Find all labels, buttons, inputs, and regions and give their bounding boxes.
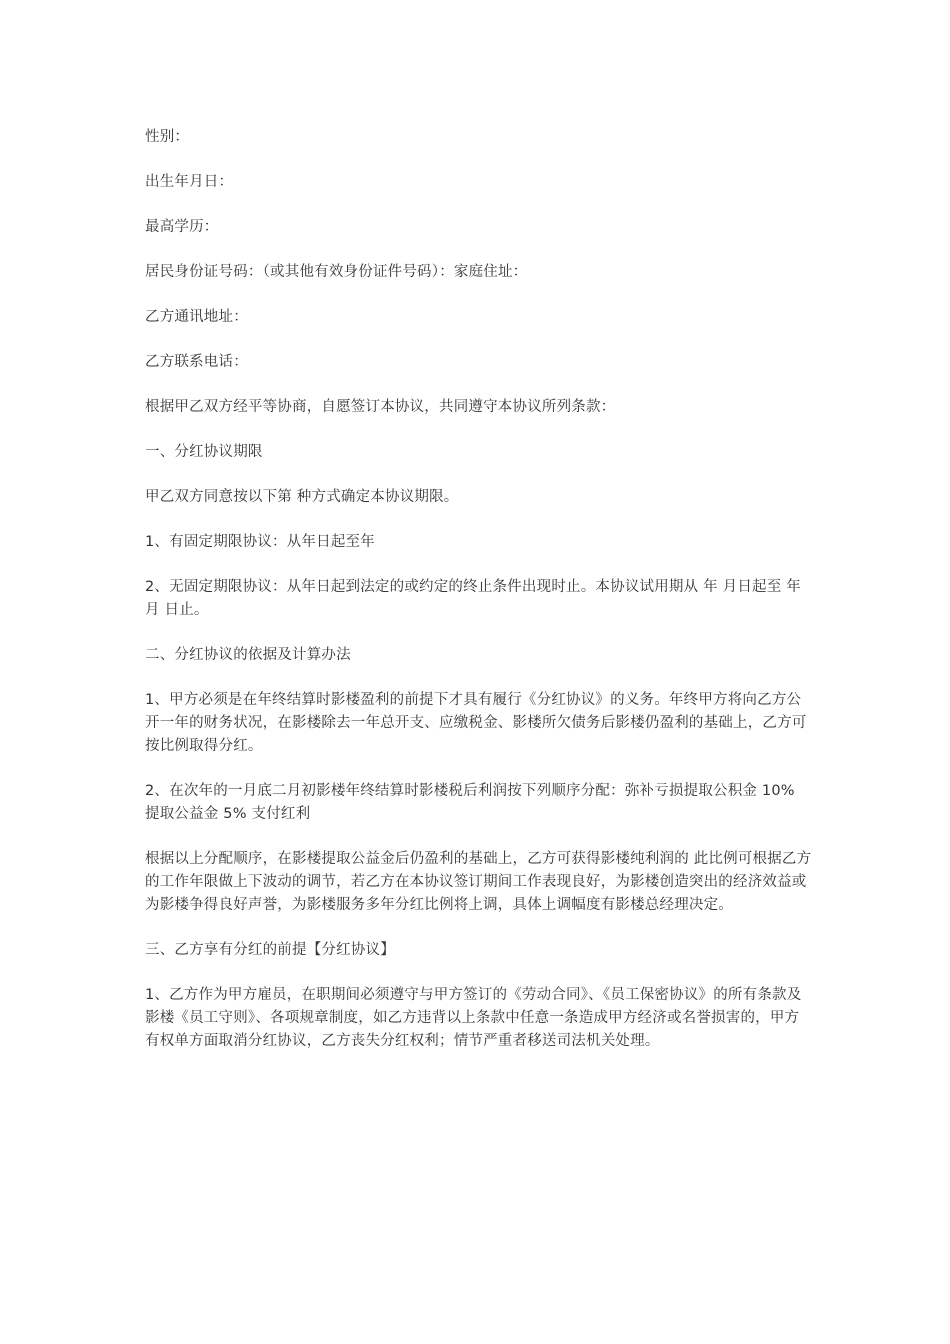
clause-2-2: 2、在次年的一月底二月初影楼年终结算时影楼税后利润按下列顺序分配：弥补亏损提取公积金 10% 提取公益金 5% 支付红利 bbox=[145, 783, 795, 822]
section-heading-3: 三、乙方享有分红的前提【分红协议】 bbox=[145, 942, 395, 958]
clause-1-1: 1、有固定期限协议：从年日起至年 bbox=[145, 534, 375, 550]
preamble: 根据甲乙双方经平等协商，自愿签订本协议，共同遵守本协议所列条款： bbox=[145, 399, 616, 415]
field-gender: 性别： bbox=[145, 129, 190, 145]
paragraph: 根据以上分配顺序，在影楼提取公益金后仍盈利的基础上，乙方可获得影楼纯利润的 此比例可根据乙方的工作年限做上下波动的调节，若乙方在本协议签订期间工作表现良好，为影楼创造突出的经济效益或为影楼争得良好声誉，为影楼服务多年分红比例将上调，具体上调幅度有影楼总经理决定。 bbox=[145, 851, 812, 913]
paragraph: 甲乙双方同意按以下第 种方式确定本协议期限。 bbox=[145, 489, 459, 505]
clause-1-2: 2、无固定期限协议：从年日起到法定的或约定的终止条件出现时止。本协议试用期从 年 月日起至 年 月 日止。 bbox=[145, 579, 801, 618]
field-party-b-phone: 乙方联系电话： bbox=[145, 354, 248, 370]
clause-3-1: 1、乙方作为甲方雇员，在职期间必须遵守与甲方签订的《劳动合同》、《员工保密协议》的所有条款及影楼《员工守则》、各项规章制度，如乙方违背以上条款中任意一条造成甲方经济或名誉损害的，甲方有权单方面取消分红协议，乙方丧失分红权利；情节严重者移送司法机关处理。 bbox=[145, 987, 802, 1049]
field-education: 最高学历： bbox=[145, 219, 219, 235]
field-id-number-address: 居民身份证号码：（或其他有效身份证件号码）：家庭住址： bbox=[145, 264, 528, 280]
section-heading-1: 一、分红协议期限 bbox=[145, 444, 263, 460]
field-party-b-address: 乙方通讯地址： bbox=[145, 309, 248, 325]
clause-2-1: 1、甲方必须是在年终结算时影楼盈利的前提下才具有履行《分红协议》的义务。年终甲方将向乙方公开一年的财务状况，在影楼除去一年总开支、应缴税金、影楼所欠债务后影楼仍盈利的基础上，乙方可按比例取得分红。 bbox=[145, 692, 807, 754]
field-birthdate: 出生年月日： bbox=[145, 174, 234, 190]
document-body bbox=[145, 126, 813, 1075]
section-heading-2: 二、分红协议的依据及计算办法 bbox=[145, 647, 351, 663]
